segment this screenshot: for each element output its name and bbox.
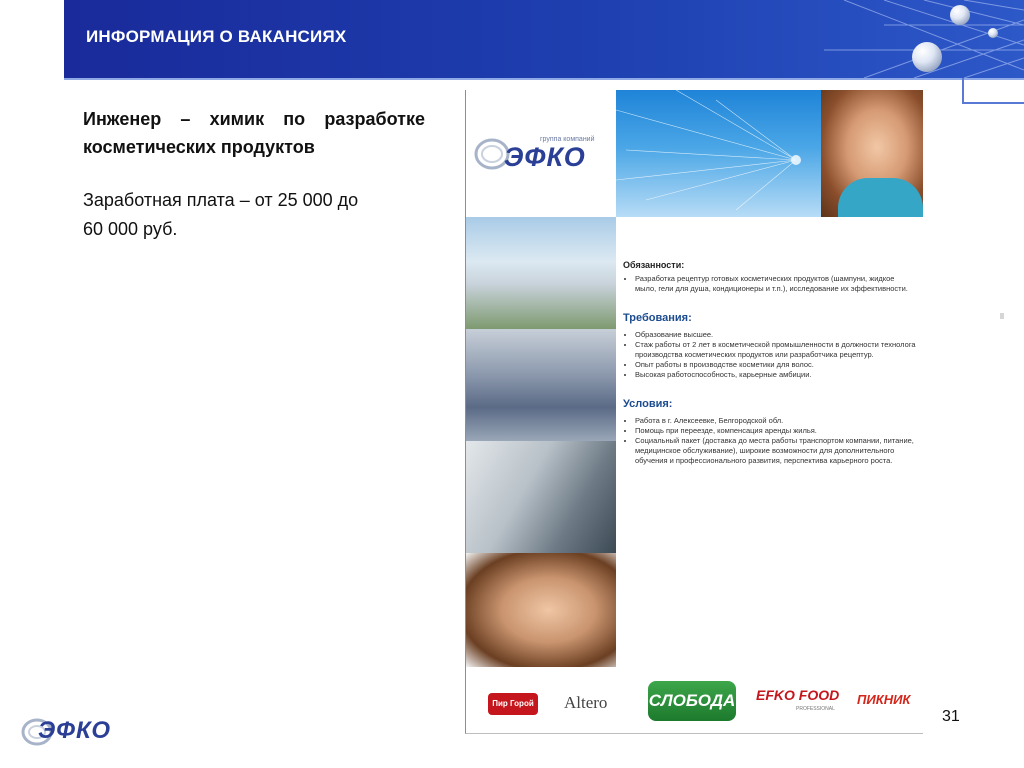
conditions-heading: Условия:: [623, 398, 673, 410]
poster-logo-word: ЭФКО: [504, 142, 586, 172]
salary-text: [83, 186, 403, 244]
factory-photo: [466, 217, 616, 329]
header-underline: [64, 78, 1024, 80]
sky-photo: [616, 90, 923, 217]
brand-pir-goroy-logo: Пир Горой: [488, 693, 538, 715]
brand-efko-food-sub: PROFESSIONAL: [796, 706, 835, 712]
faint-mark: [1000, 313, 1004, 319]
requirement-item: • Образование высшее.: [635, 330, 917, 340]
header-banner: [64, 0, 1024, 78]
child-product-photo: [466, 553, 616, 667]
condition-item: • Работа в г. Алексеевке, Белгородской обл.: [635, 416, 917, 426]
production-line-photo: [466, 329, 616, 441]
brand-sloboda-logo: СЛОБОДА: [648, 681, 736, 721]
brand-altero-logo: Altero: [564, 693, 608, 712]
poster-logo: [466, 90, 616, 217]
requirements-heading: Требования:: [623, 312, 692, 324]
vacancy-details: [623, 260, 917, 484]
conditions-list: [623, 416, 917, 466]
salary-line-2: 60 000 руб.: [83, 219, 178, 239]
brand-logos-row: [466, 675, 923, 733]
poster-header: [466, 90, 923, 217]
page-number: 31: [942, 708, 960, 725]
header-frame-line: [962, 78, 1024, 104]
brand-piknik-logo: ПИКНИК: [857, 692, 911, 707]
duty-item: • Разработка рецептур готовых косметических продуктов (шампуни, жидкое мыло, гели для душа, кондиционеры и т.п.), исследование их эффективности.: [635, 274, 917, 294]
requirement-item: • Опыт работы в производстве косметики для волос.: [635, 360, 917, 370]
footer-logo-word: ЭФКО: [38, 717, 112, 744]
duties-list: [623, 274, 917, 294]
vacancy-title: Инженер – химик по разработке косметических продуктов: [83, 109, 425, 157]
duties-heading: Обязанности:: [623, 260, 685, 270]
girl-shirt: [838, 178, 923, 217]
vacancy-poster: [465, 90, 923, 734]
decor-sphere-large: [912, 42, 942, 72]
requirements-list: [623, 330, 917, 380]
decor-sphere-small: [988, 28, 998, 38]
condition-item: • Помощь при переезде, компенсация аренды жилья.: [635, 426, 917, 436]
page-title: ИНФОРМАЦИЯ О ВАКАНСИЯХ: [86, 27, 347, 46]
office-workers-photo: [466, 441, 616, 553]
decor-sphere-medium: [950, 5, 970, 25]
condition-item: • Социальный пакет (доставка до места работы транспортом компании, питание, медицинское обслуживание), широкие возможности для дополнительного обучения и профессионального развития, перспектива карьерного роста.: [635, 436, 917, 466]
poster-logo-group: группа компаний: [540, 136, 595, 143]
footer-logo: [20, 713, 150, 755]
brand-efko-food-logo: EFKO FOOD: [756, 687, 840, 703]
requirement-item: • Стаж работы от 2 лет в косметической промышленности в должности технолога производства косметических продуктов или разработчика рецептур.: [635, 340, 917, 360]
requirement-item: • Высокая работоспособность, карьерные амбиции.: [635, 370, 917, 380]
salary-line-1: Заработная плата – от 25 000 до: [83, 190, 359, 210]
